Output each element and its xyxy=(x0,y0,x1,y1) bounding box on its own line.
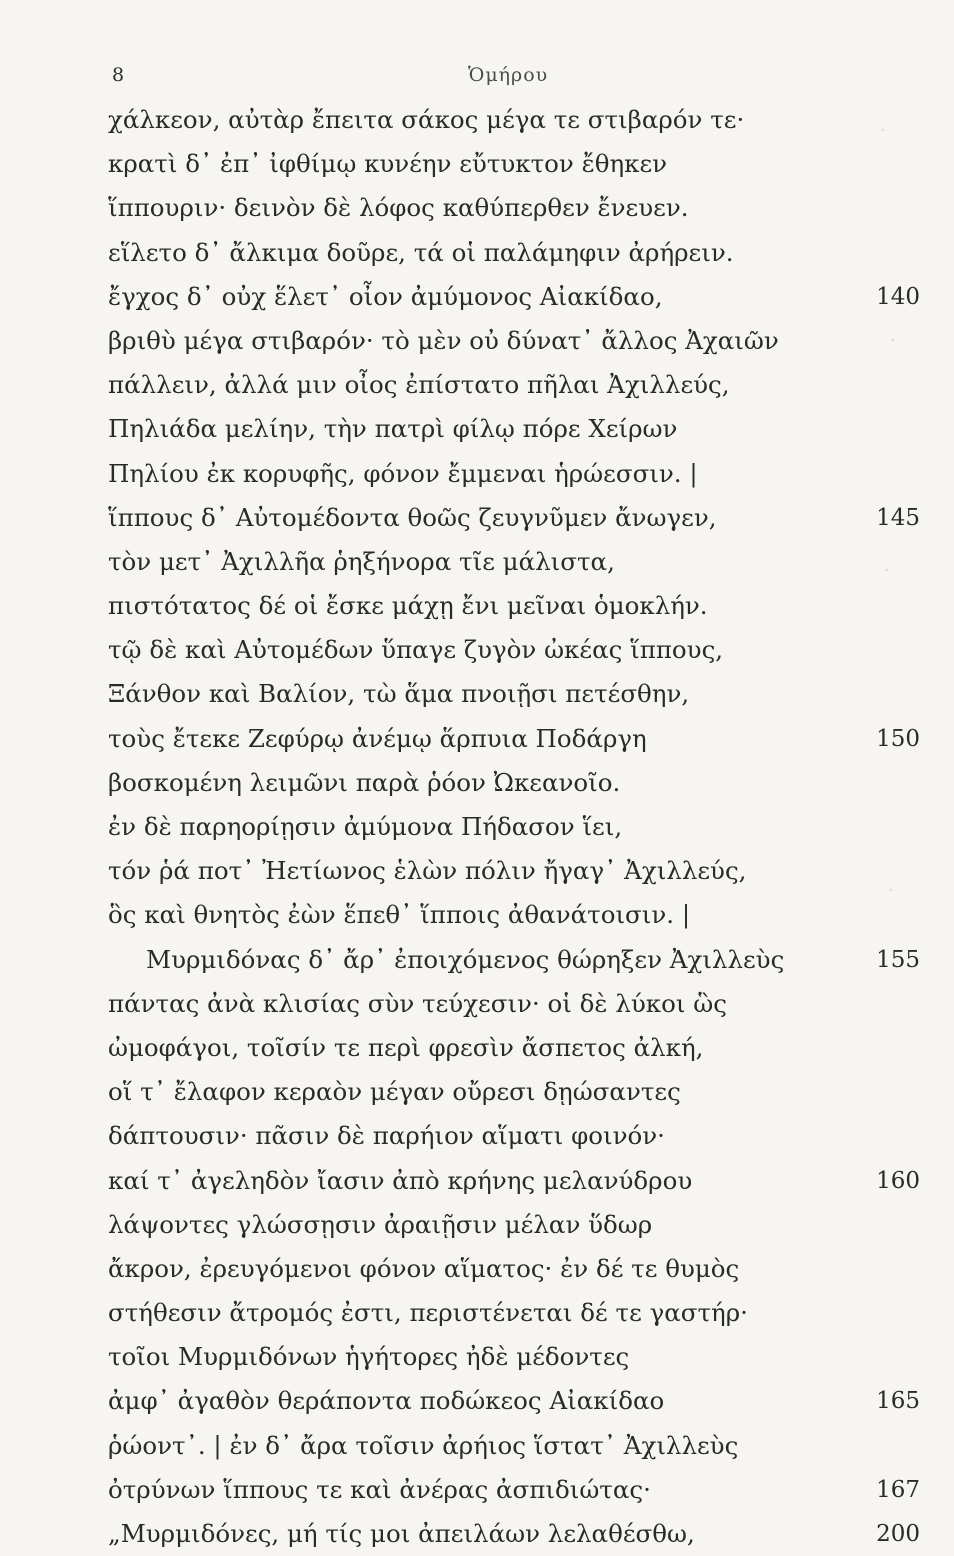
verse-text: πιστότατος δέ οἱ ἔσκε μάχῃ ἔνι μεῖναι ὁμοκλήν. xyxy=(108,591,708,621)
verse-line xyxy=(108,186,920,230)
verse-line xyxy=(108,1114,920,1158)
verse-line xyxy=(108,452,920,496)
verse-text: εἵλετο δ᾽ ἄλκιμα δοῦρε, τά οἱ παλάμηφιν ἀρήρειν. xyxy=(108,237,734,267)
line-number: 200 xyxy=(876,1521,920,1547)
verse-text: Ξάνθον καὶ Βαλίον, τὼ ἅμα πνοιῇσι πετέσθην, xyxy=(108,679,690,709)
verse-text: τὸν μετ᾽ Ἀχιλλῆα ῥηξήνορα τῖε μάλιστα, xyxy=(108,546,615,576)
verse-line xyxy=(108,1026,920,1070)
verse-text: ἀμφ᾽ ἀγαθὸν θεράποντα ποδώκεος Αἰακίδαο xyxy=(108,1386,665,1416)
verse-text: πάλλειν, ἀλλά μιν οἶος ἐπίστατο πῆλαι Ἀχιλλεύς, xyxy=(108,370,730,400)
verse-text: Πηλιάδα μελίην, τὴν πατρὶ φίλῳ πόρε Χείρων xyxy=(108,414,678,444)
verse-text: ὠμοφάγοι, τοῖσίν τε περὶ φρεσὶν ἄσπετος ἀλκή, xyxy=(108,1032,704,1062)
verse-line xyxy=(108,805,920,849)
verse-line xyxy=(108,540,920,584)
line-number: 167 xyxy=(876,1476,920,1503)
verse-line xyxy=(108,363,920,407)
verse-line xyxy=(108,1070,920,1114)
verse-text: „Μυρμιδόνες, μή τίς μοι ἀπειλάων λελαθέσθω, xyxy=(108,1519,695,1548)
verse-text: τοῖοι Μυρμιδόνων ἡγήτορες ἠδὲ μέδοντες xyxy=(108,1342,630,1372)
line-number: 155 xyxy=(876,946,920,973)
verse-text: βριθὺ μέγα στιβαρόν· τὸ μὲν οὐ δύνατ᾽ ἄλλος Ἀχαιῶν xyxy=(108,325,779,355)
verse-line xyxy=(108,938,920,982)
verse-text: ἵππουριν· δεινὸν δὲ λόφος καθύπερθεν ἔνευεν. xyxy=(108,193,689,223)
page-number: 8 xyxy=(112,64,126,86)
verse-text: λάψοντες γλώσσῃσιν ἀραιῇσιν μέλαν ὕδωρ xyxy=(108,1209,653,1239)
verse-line xyxy=(108,496,920,540)
verse-text: οἵ τ᾽ ἔλαφον κεραὸν μέγαν οὔρεσι δῃώσαντες xyxy=(108,1077,681,1107)
verse-line xyxy=(108,1468,920,1512)
verse-text: ἔγχος δ᾽ οὐχ ἕλετ᾽ οἶον ἀμύμονος Αἰακίδαο, xyxy=(108,281,663,311)
line-number: 150 xyxy=(876,725,920,752)
verse-text: ἵππους δ᾽ Αὐτομέδοντα θοῶς ζευγνῦμεν ἄνωγεν, xyxy=(108,502,717,532)
verse-line xyxy=(108,142,920,186)
page-header xyxy=(108,64,918,94)
verse-line xyxy=(108,628,920,672)
book-page: 8 Ὁμήρου χάλκεον, αὐτὰρ ἔπειτα σάκος μέγα τε στιβαρόν τε· κρατὶ δ᾽ ἐπ᾽ ἰφθίμῳ κυνέην εὔτυκτον ἔθηκεν ἵππουριν· δεινὸν δὲ λόφος καθύπερθεν ἔνευεν. εἵλετο δ᾽ ἄλκιμα δοῦρε, τά οἱ παλάμηφιν ἀρήρειν. ἔγχος δ᾽ οὐχ ἕλετ᾽ οἶον ἀμύμονος Αἰακίδαο, 140 βριθὺ μέγα στιβαρόν· τὸ μὲν οὐ δύνατ᾽ ἄλλος Ἀχαιῶν πάλλειν, ἀλλά μιν οἶος ἐπίστατο πῆλαι Ἀχιλλεύς, Πηλιάδα μελίην, τὴν πατρὶ φίλῳ πόρε Χείρων Πηλίου ἐκ κορυφῆς, φόνον ἔμμεναι ἡρώεσσιν. | ἵππους δ᾽ Αὐτομέδοντα θοῶς ζευγνῦμεν ἄνωγεν, 145 τὸν μετ᾽ Ἀχιλλῆα ῥηξήνορα τῖε μάλιστα, πιστότατος δέ οἱ ἔσκε μάχῃ ἔνι μεῖναι ὁμοκλήν. τῷ δὲ καὶ Αὐτομέδων ὕπαγε ζυγὸν ὠκέας ἵππους, Ξάνθον καὶ Βαλίον, τὼ ἅμα πνοιῇσι πετέσθην, τοὺς ἔτεκε Ζεφύρῳ ἀνέμῳ ἅρπυια Ποδάργη 150 βοσκομένη λειμῶνι παρὰ ῥόον Ὠκεανοῖο. ἐν δὲ παρηορίῃσιν ἀμύμονα Πήδασον ἵει, τόν ῥά ποτ᾽ Ἠετίωνος ἑλὼν πόλιν ἤγαγ᾽ Ἀχιλλεύς, ὃς καὶ θνητὸς ἐὼν ἕπεθ᾽ ἵπποις ἀθανάτοισιν. | Μυρμιδόνας δ᾽ ἄρ᾽ ἐποιχόμενος θώρηξεν Ἀχιλλεὺς 155 πάντας ἀνὰ κλισίας σὺν τεύχεσιν· οἱ δὲ λύκοι ὣς ὠμοφάγοι, τοῖσίν τε περὶ φρεσὶν ἄσπετος ἀλκή, οἵ τ᾽ ἔλαφον κεραὸν μέγαν οὔρεσι δῃώσαντες δάπτουσιν· πᾶσιν δὲ παρήιον αἵματι φοινόν· καί τ᾽ ἀγεληδὸν ἴασιν ἀπὸ κρήνης μελανύδρου 160 λάψοντες γλώσσῃσιν ἀραιῇσιν μέλαν ὕδωρ ἄκρον, ἐρευγόμενοι φόνον αἵματος· ἐν δέ τε θυμὸς στήθεσιν ἄτρομός ἐστι, περιστένεται δέ τε γαστήρ· τοῖοι Μυρμιδόνων ἡγήτορες ἠδὲ μέδοντες ἀμφ᾽ ἀγαθὸν θεράποντα ποδώκεος Αἰακίδαο 165 ῥώοντ᾽. | ἐν δ᾽ ἄρα τοῖσιν ἀρήιος ἵστατ᾽ Ἀχιλλεὺς ὀτρύνων ἵππους τε καὶ ἀνέρας ἀσπιδιώτας· 167 „Μυρμιδόνες, μή τίς μοι ἀπειλάων λελαθέσθω, 200 · · · · xyxy=(0,0,954,1500)
verse-text: Μυρμιδόνας δ᾽ ἄρ᾽ ἐποιχόμενος θώρηξεν Ἀχιλλεὺς xyxy=(146,944,785,974)
verse-line xyxy=(108,849,920,893)
verse-line xyxy=(108,1424,920,1468)
verse-block xyxy=(108,98,920,1556)
verse-text: ἐν δὲ παρηορίῃσιν ἀμύμονα Πήδασον ἵει, xyxy=(108,812,623,841)
verse-text: χάλκεον, αὐτὰρ ἔπειτα σάκος μέγα τε στιβαρόν τε· xyxy=(108,105,745,134)
running-head: Ὁμήρου xyxy=(468,64,549,86)
verse-line xyxy=(108,1159,920,1203)
verse-text: κρατὶ δ᾽ ἐπ᾽ ἰφθίμῳ κυνέην εὔτυκτον ἔθηκεν xyxy=(108,149,668,179)
verse-line xyxy=(108,1335,920,1379)
verse-text: καί τ᾽ ἀγεληδὸν ἴασιν ἀπὸ κρήνης μελανύδρου xyxy=(108,1165,693,1195)
verse-line xyxy=(108,1203,920,1247)
verse-text: τῷ δὲ καὶ Αὐτομέδων ὕπαγε ζυγὸν ὠκέας ἵππους, xyxy=(108,635,724,665)
verse-text: ῥώοντ᾽. | ἐν δ᾽ ἄρα τοῖσιν ἀρήιος ἵστατ᾽ Ἀχιλλεὺς xyxy=(108,1430,739,1460)
verse-line xyxy=(108,1512,920,1556)
verse-text: στήθεσιν ἄτρομός ἐστι, περιστένεται δέ τε γαστήρ· xyxy=(108,1298,748,1328)
verse-line xyxy=(108,1247,920,1291)
verse-line xyxy=(108,1291,920,1335)
verse-text: Πηλίου ἐκ κορυφῆς, φόνον ἔμμεναι ἡρώεσσιν. | xyxy=(108,458,698,488)
verse-line xyxy=(108,761,920,805)
line-number: 140 xyxy=(876,283,920,310)
verse-text: ὀτρύνων ἵππους τε καὶ ἀνέρας ἀσπιδιώτας· xyxy=(108,1474,651,1504)
verse-line xyxy=(108,672,920,716)
verse-text: πάντας ἀνὰ κλισίας σὺν τεύχεσιν· οἱ δὲ λύκοι ὣς xyxy=(108,988,727,1018)
line-number: 165 xyxy=(876,1388,920,1415)
line-number: 160 xyxy=(876,1167,920,1194)
verse-line xyxy=(108,231,920,275)
verse-line xyxy=(108,407,920,451)
line-number: 145 xyxy=(876,504,920,531)
verse-line xyxy=(108,319,920,363)
verse-line xyxy=(108,893,920,937)
verse-line xyxy=(108,275,920,319)
verse-text: ὃς καὶ θνητὸς ἐὼν ἕπεθ᾽ ἵπποις ἀθανάτοισιν. | xyxy=(108,900,691,930)
verse-text: ἄκρον, ἐρευγόμενοι φόνον αἵματος· ἐν δέ τε θυμὸς xyxy=(108,1253,740,1283)
verse-text: τόν ῥά ποτ᾽ Ἠετίωνος ἑλὼν πόλιν ἤγαγ᾽ Ἀχιλλεύς, xyxy=(108,856,747,886)
verse-text: τοὺς ἔτεκε Ζεφύρῳ ἀνέμῳ ἅρπυια Ποδάργη xyxy=(108,723,647,753)
verse-line xyxy=(108,717,920,761)
verse-text: βοσκομένη λειμῶνι παρὰ ῥόον Ὠκεανοῖο. xyxy=(108,767,621,797)
verse-line xyxy=(108,584,920,628)
verse-line xyxy=(108,982,920,1026)
verse-text: δάπτουσιν· πᾶσιν δὲ παρήιον αἵματι φοινόν· xyxy=(108,1121,665,1151)
verse-line xyxy=(108,1379,920,1423)
verse-line xyxy=(108,98,920,142)
